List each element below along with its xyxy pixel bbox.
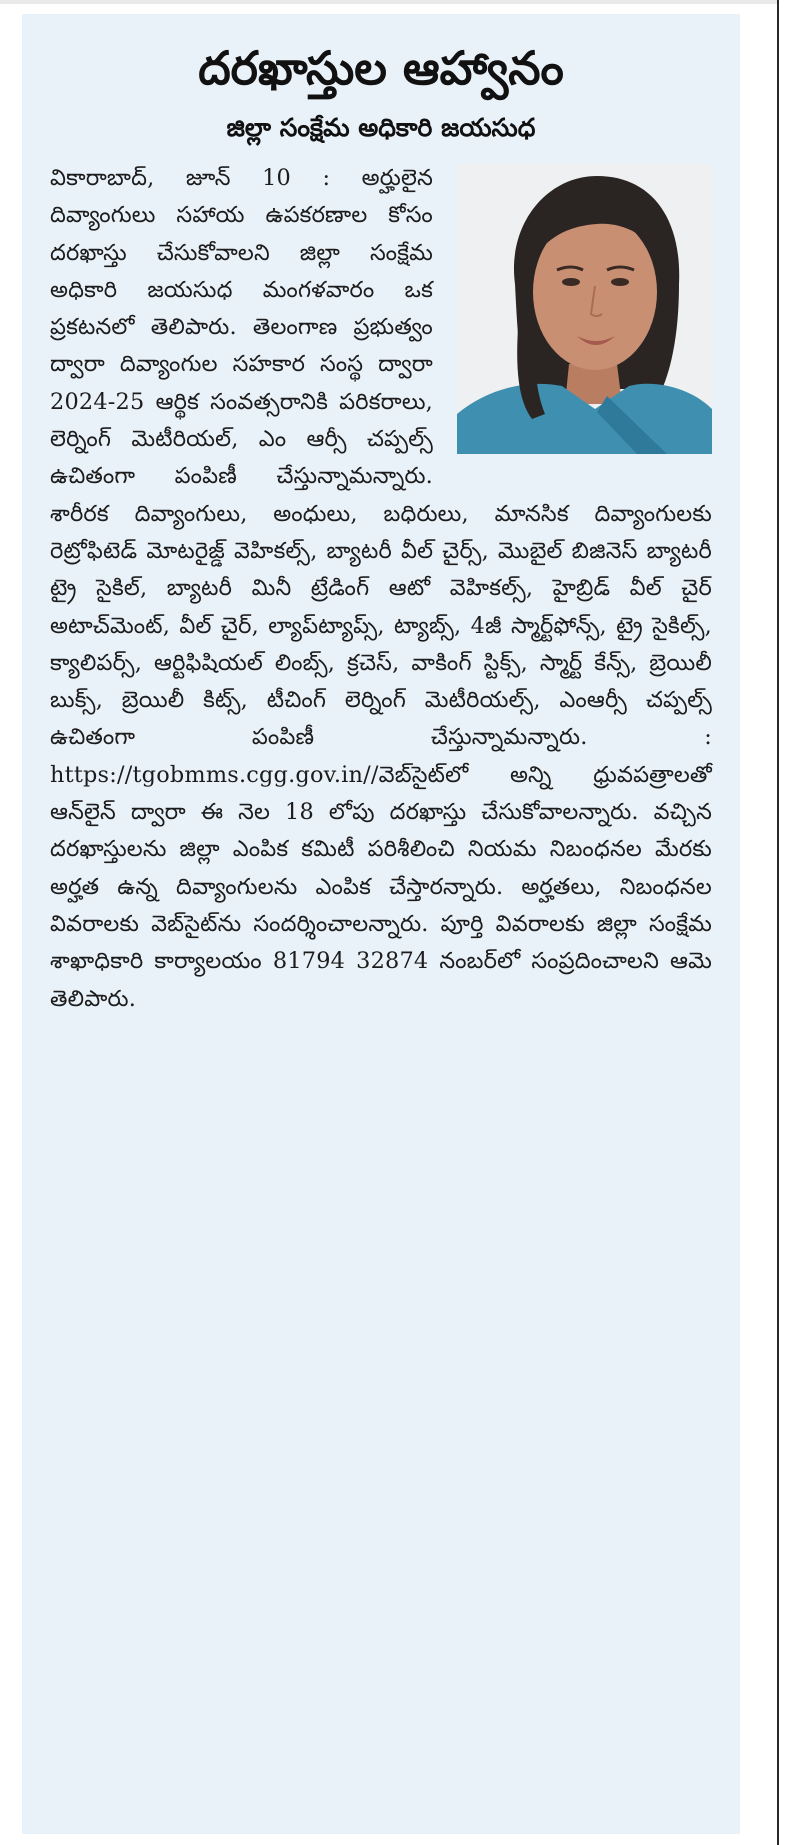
article-text: వికారాబాద్, జూన్ 10 : అర్హులైన దివ్యాంగులు సహాయ ఉపకరణాల కోసం దరఖాస్తు చేసుకోవాలని జిల్లా సంక్షేమ అధికారి జయసుధ మంగళవారం ఒక ప్రకటనలో తెలిపారు. తెలంగాణ ప్రభుత్వం ద్వారా దివ్యాంగుల సహకార సంస్థ ద్వారా 2024-25 ఆర్థిక సంవత్సరానికి పరికరాలు, లెర్నింగ్ మెటీరియల్, ఎం ఆర్సీ చప్పల్స్ ఉచితంగా పంపిణీ చేస్తున్నామన్నారు. శారీరక దివ్యాంగులు, అంధులు, బధిరులు, మానసిక దివ్యాంగులకు రెట్రోఫిటెడ్ మోటరైజ్డ్ వెహికల్స్, బ్యాటరీ వీల్ చైర్స్, మొబైల్ బిజినెస్ బ్యాటరీ ట్రై సైకిల్, బ్యాటరీ మినీ ట్రేడింగ్ ఆటో వెహికల్స్, హైబ్రిడ్ వీల్ చైర్ అటాచ్‌మెంట్, వీల్ చైర్, ల్యాప్‌ట్యాప్స్, ట్యాబ్స్, 4జీ స్మార్ట్‌ఫోన్స్, ట్రై సైకిల్స్, క్యాలిపర్స్, ఆర్టిఫిషియల్ లింబ్స్, క్రచెస్, వాకింగ్ స్టిక్స్, స్మార్ట్ కేన్స్, బ్రెయిలీ బుక్స్, బ్రెయిలీ కిట్స్, టీచింగ్ లెర్నింగ్ మెటీరియల్స్, ఎంఆర్సీ చప్పల్స్ ఉచితంగా పంపిణీ చేస్తున్నామన్నారు. : https://tgobmms.cgg.gov.in//వెబ్‌సైట్‌లో అన్ని ధ్రువపత్రాలతో ఆన్‌లైన్ ద్వారా ఈ నెల 18 లోపు దరఖాస్తు చేసుకోవాలన్నారు. వచ్చిన దరఖాస్తులను జిల్లా ఎంపిక కమిటీ పరిశీలించి నియమ నిబంధనల మేరకు అర్హత ఉన్న దివ్యాంగులను ఎంపిక చేస్తారన్నారు. అర్హతలు, నిబంధనల వివరాలకు వెబ్‌సైట్‌ను సందర్శించాలన్నారు. పూర్తి వివరాలకు జిల్లా సంక్షేమ శాఖాధికారి కార్యాలయం 81794 32874 నంబర్‌లో సంప్రదించాలని ఆమె తెలిపారు. [50, 165, 712, 1012]
article-body [50, 160, 712, 1018]
news-article [22, 14, 740, 1834]
portrait-image [457, 164, 712, 454]
portrait-photo [457, 164, 712, 454]
column-divider [777, 0, 779, 1845]
subheadline: జిల్లా సంక్షేమ అధికారి జయసుధ [226, 113, 536, 142]
headline: దరఖాస్తుల ఆహ్వానం [198, 41, 564, 95]
top-border [0, 0, 777, 4]
